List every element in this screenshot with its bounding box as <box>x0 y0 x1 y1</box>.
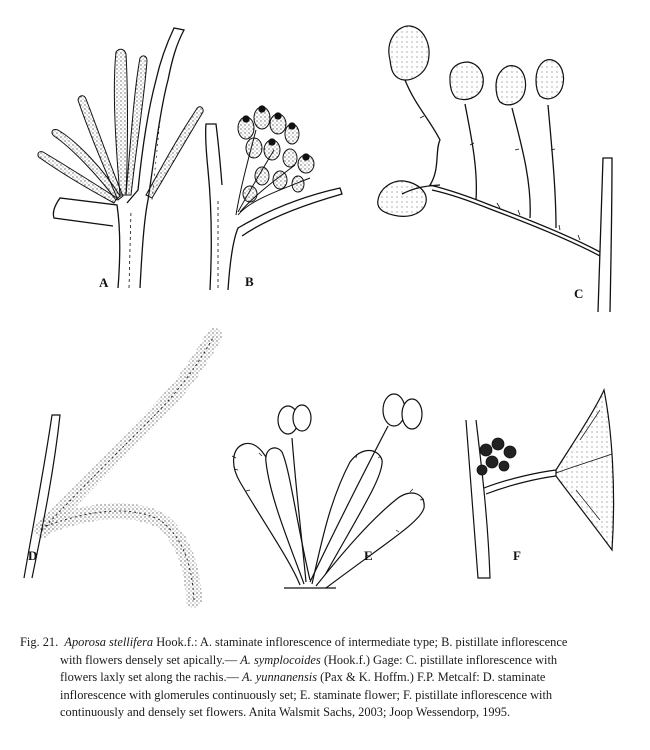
caption-text: flowers laxly set along the rachis.— <box>60 670 243 684</box>
panel-d-drawing <box>24 336 214 600</box>
caption-line-1 <box>20 634 640 652</box>
panel-f-drawing <box>466 390 614 578</box>
panel-e-drawing <box>232 394 424 588</box>
panel-a-drawing <box>38 28 203 288</box>
taxon-name: Aporosa stellifera <box>64 635 154 649</box>
panel-label-c: C <box>574 286 584 301</box>
caption-text: with flowers densely set apically.— <box>60 652 241 667</box>
panel-label-e: E <box>364 548 373 563</box>
panel-label-f: F <box>513 548 521 563</box>
figure-caption <box>20 634 640 722</box>
caption-text: (Hook.f.) Gage: C. pistillate inflorescence with <box>320 652 558 667</box>
taxon-name: A. symplocoides <box>240 652 321 667</box>
caption-line-3 <box>20 669 640 687</box>
caption-text: (Pax & K. Hoffm.) F.P. Metcalf: D. staminate <box>317 670 546 684</box>
caption-line-2 <box>20 652 640 670</box>
caption-line-4: inflorescence with glomerules continuously set; E. staminate flower; F. pistillate inflorescence with <box>60 687 553 702</box>
panel-c-drawing <box>378 26 612 312</box>
caption-text: Hook.f.: A. staminate inflorescence of intermediate type; B. pistillate inflorescence <box>153 635 568 649</box>
panel-b-drawing <box>206 106 342 290</box>
panel-label-b: B <box>245 274 254 289</box>
figure-number: Fig. 21. <box>20 635 59 649</box>
panel-label-a: A <box>99 275 109 290</box>
panel-label-d: D <box>28 548 38 563</box>
taxon-name: A. yunnanensis <box>242 670 318 684</box>
caption-line-5: continuously and densely set flowers. Anita Walsmit Sachs, 2003; Joop Wessendorp, 1995. <box>60 705 511 719</box>
